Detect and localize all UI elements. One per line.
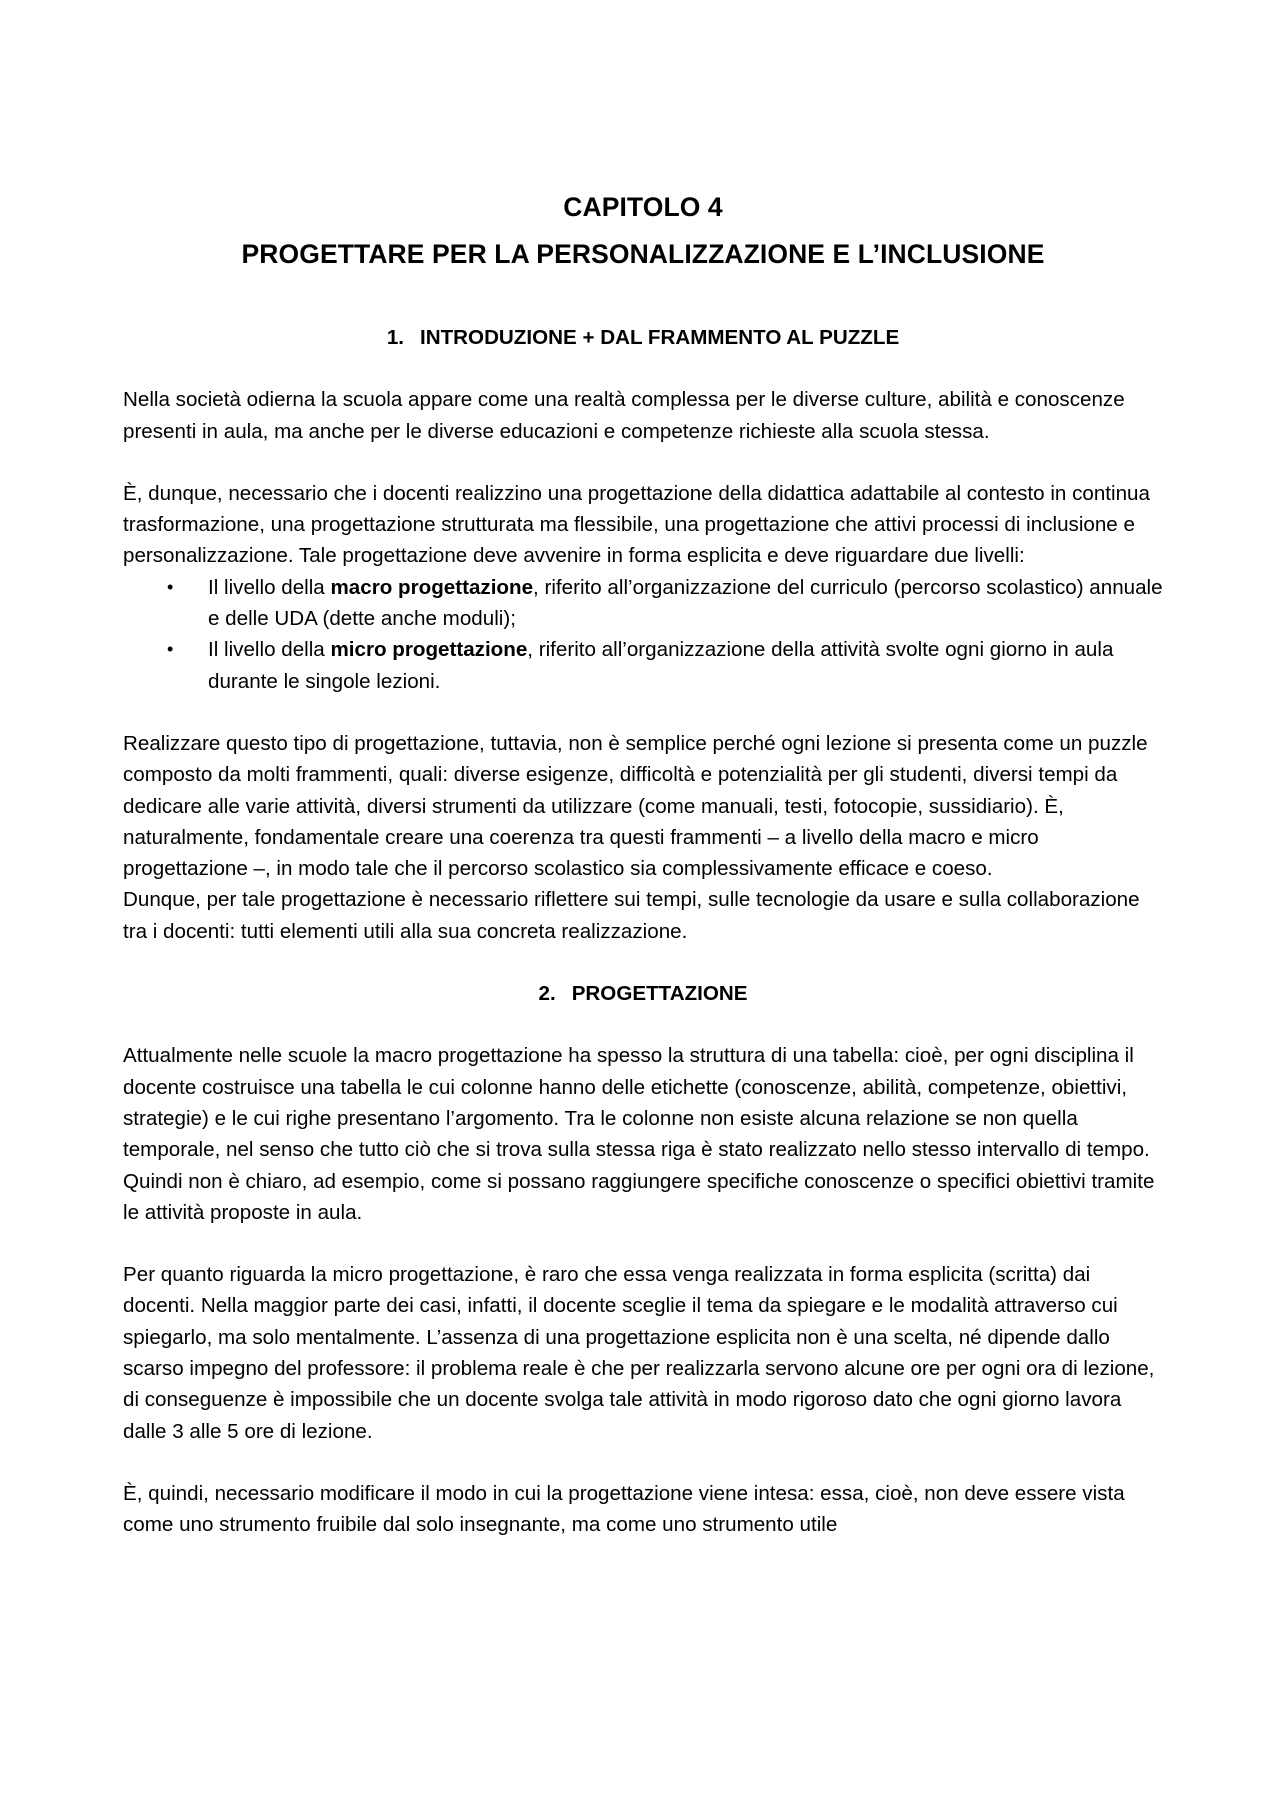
- section-1-heading: [123, 322, 1163, 353]
- section-2-number: 2.: [538, 982, 556, 1006]
- section-1-number: 1.: [386, 326, 404, 349]
- chapter-name: PROGETTARE PER LA PERSONALIZZAZIONE E L’INCLUSIONE: [241, 239, 1045, 269]
- chapter-title: [123, 184, 1163, 278]
- levels-list: [123, 572, 1163, 697]
- section-2-title: PROGETTAZIONE: [571, 982, 748, 1006]
- list-item-text: , riferito all’organizzazione della attività svolte ogni giorno in aula durante le singole lezioni.: [208, 638, 1114, 693]
- chapter-number: CAPITOLO 4: [563, 192, 723, 222]
- list-item-prefix: Il livello della: [208, 575, 331, 599]
- list-item-micro: [123, 634, 1163, 697]
- section-1-paragraph-2: È, dunque, necessario che i docenti realizzino una progettazione della didattica adattabile al contesto in continua trasformazione, una progettazione strutturata ma flessibile, una progettazione che attivi processi di inclusione e personalizzazione. Tale progettazione deve avvenire in forma esplicita e deve riguardare due livelli:: [123, 481, 1150, 568]
- list-item-prefix: Il livello della: [208, 638, 331, 662]
- document-body: [123, 184, 1163, 1541]
- bullet-icon: •: [167, 576, 174, 597]
- section-1-paragraph-4: Dunque, per tale progettazione è necessario riflettere sui tempi, sulle tecnologie da usare e sulla collaborazione tra i docenti: tutti elementi utili alla sua concreta realizzazione.: [123, 888, 1140, 943]
- section-2-paragraph-2: Per quanto riguarda la micro progettazione, è raro che essa venga realizzata in forma esplicita (scritta) dai docenti. Nella maggior parte dei casi, infatti, il docente sceglie il tema da spiegare e le modalità attraverso cui spiegarlo, ma solo mentalmente. L’assenza di una progettazione esplicita non è una scelta, né dipende dallo scarso impegno del professore: il problema reale è che per realizzarla servono alcune ore per ogni ora di lezione, di conseguenze è impossibile che un docente svolga tale attività in modo rigoroso dato che ogni giorno lavora dalle 3 alle 5 ore di lezione.: [123, 1263, 1155, 1443]
- list-item-text: , riferito all’organizzazione del curriculo (percorso scolastico) annuale e delle UDA (dette anche moduli);: [208, 575, 1163, 631]
- section-2-paragraph-1: Attualmente nelle scuole la macro progettazione ha spesso la struttura di una tabella: cioè, per ogni disciplina il docente costruisce una tabella le cui colonne hanno delle etichette (conoscenze, abilità, competenze, obiettivi, strategie) e le cui righe presentano l’argomento. Tra le colonne non esiste alcuna relazione se non quella temporale, nel senso che tutto ciò che si trova sulla stessa riga è stato realizzato nello stesso intervallo di tempo. Quindi non è chiaro, ad esempio, come si possano raggiungere specifiche conoscenze o specifici obiettivi tramite le attività proposte in aula.: [123, 1044, 1155, 1224]
- bullet-icon: •: [167, 639, 174, 660]
- section-1-paragraph-3: Realizzare questo tipo di progettazione, tuttavia, non è semplice perché ogni lezione si presenta come un puzzle composto da molti frammenti, quali: diverse esigenze, difficoltà e potenzialità per gli studenti, diversi tempi da dedicare alle varie attività, diversi strumenti da utilizzare (come manuali, testi, fotocopie, sussidiario). È, naturalmente, fondamentale creare una coerenza tra questi frammenti – a livello della macro e micro progettazione –, in modo tale che il percorso scolastico sia complessivamente efficace e coeso.: [123, 731, 1148, 881]
- section-1-paragraph-1: Nella società odierna la scuola appare come una realtà complessa per le diverse culture, abilità e conoscenze presenti in aula, ma anche per le diverse educazioni e competenze richieste alla scuola stessa.: [123, 388, 1125, 443]
- list-item-macro: [123, 572, 1163, 635]
- section-2-heading: [123, 978, 1163, 1009]
- section-1-title: INTRODUZIONE + DAL FRAMMENTO AL PUZZLE: [420, 326, 900, 349]
- list-item-term: micro progettazione: [330, 638, 528, 662]
- section-2-paragraph-3: È, quindi, necessario modificare il modo in cui la progettazione viene intesa: essa, cioè, non deve essere vista come uno strumento fruibile dal solo insegnante, ma come uno strumento utile: [123, 1481, 1125, 1537]
- list-item-term: macro progettazione: [330, 575, 534, 599]
